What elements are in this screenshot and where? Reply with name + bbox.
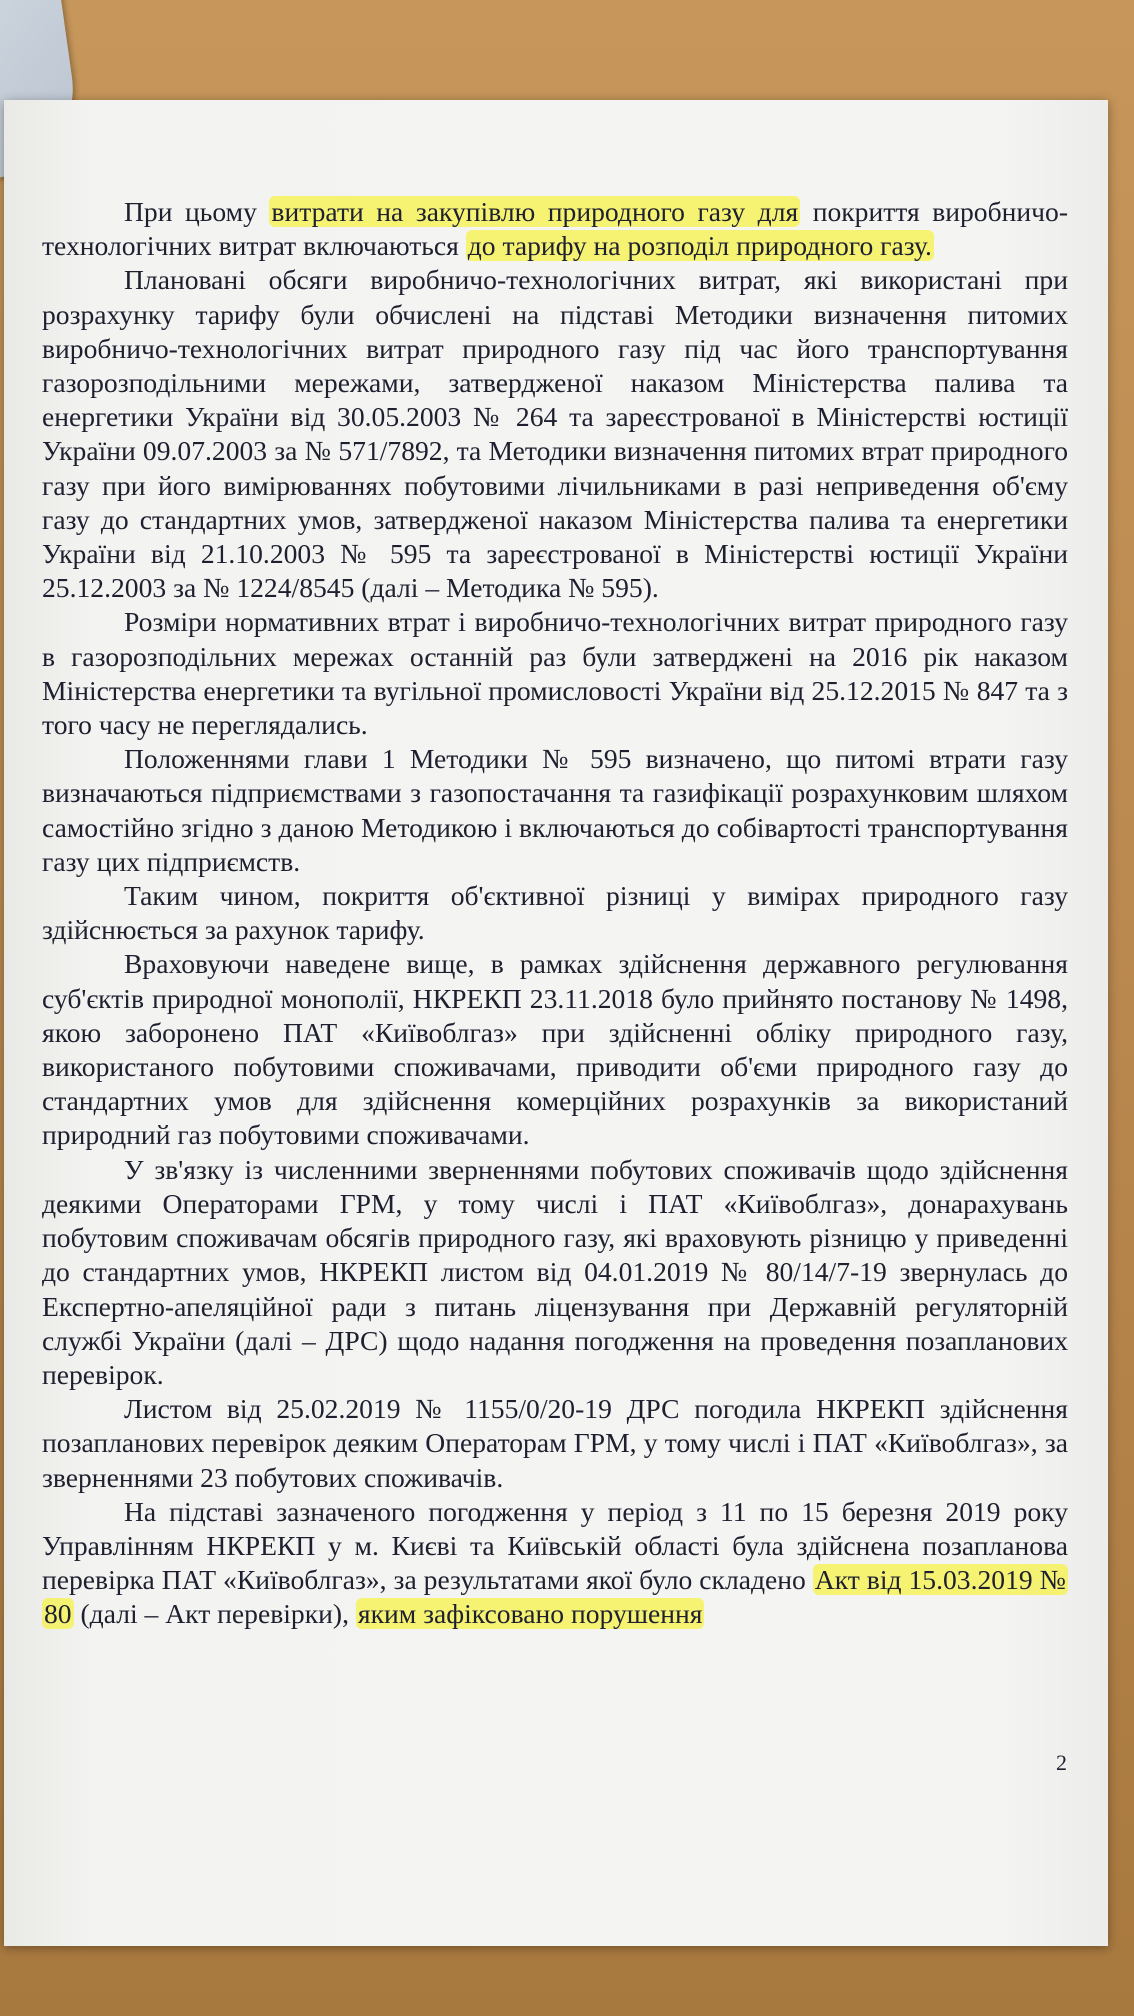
text-segment: Положеннями глави 1 Методики № 595 визначено, що питомі втрати газу визначаються підприємствами з газопостачання та газифікації розрахунковим шляхом самостійно згідно з даною Методикою і включаються до собівартості транспортування газу цих підприємств.	[42, 743, 1068, 877]
paragraph-2	[42, 263, 1068, 605]
text-segment: У зв'язку із численними зверненнями побутових споживачів щодо здійснення деякими Операторами ГРМ, у тому числі і ПАТ «Київоблгаз», донарахувань побутовим споживачам обсягів природного газу, які враховують різницю у приведенні до стандартних умов, НКРЕКП листом від 04.01.2019 № 80/14/7-19 звернулась до Експертно-апеляційної ради з питань ліцензування при Державній регуляторній службі України (далі – ДРС) щодо надання погодження на проведення позапланових перевірок.	[42, 1153, 1068, 1390]
text-segment: Плановані обсяги виробничо-технологічних витрат, які використані при розрахунку тарифу були обчислені на підставі Методики визначення питомих виробничо-технологічних витрат природного газу під час його транспортування газорозподільними мережами, затвердженої наказом Міністерства палива та енергетики України від 30.05.2003 № 264 та зареєстрованої в Міністерстві юстиції України 09.07.2003 за № 571/7892, та Методики визначення питомих втрат природного газу при його вимірюваннях побутовими лічильниками в разі неприведення об'єму газу до стандартних умов, затвердженої наказом Міністерства палива та енергетики України від 21.10.2003 № 595 та зареєстрованої в Міністерстві юстиції України 25.12.2003 за № 1224/8545 (далі – Методика № 595).	[42, 264, 1068, 604]
document-page	[4, 100, 1108, 1946]
text-segment: При цьому	[124, 196, 270, 227]
highlighted-text: до тарифу на розподіл природного газу.	[467, 230, 932, 262]
text-segment: Розміри нормативних втрат і виробничо-технологічних витрат природного газу в газорозподільних мережах останній раз були затверджені на 2016 рік наказом Міністерства енергетики та вугільної промисловості України від 25.12.2015 № 847 та з того часу не переглядались.	[42, 606, 1068, 741]
paragraph-3	[42, 605, 1068, 742]
paragraph-1	[42, 195, 1068, 263]
document-body	[42, 195, 1068, 1632]
paragraph-6	[42, 947, 1068, 1152]
paragraph-5	[42, 879, 1068, 947]
highlighted-text: яким зафіксовано порушення	[357, 1598, 703, 1630]
paragraph-4	[42, 742, 1068, 879]
highlighted-text: Акт від 15.03.2019 № 80	[44, 1564, 1066, 1630]
text-segment: (далі – Акт перевірки),	[73, 1598, 356, 1630]
text-segment: Враховуючи наведене вище, в рамках здійснення державного регулювання суб'єктів природної монополії, НКРЕКП 23.11.2018 було прийнято постанову № 1498, якою заборонено ПАТ «Київоблгаз» при здійсненні обліку природного газу, використаного побутовими споживачами, приводити об'єми природного газу до стандартних умов для здійснення комерційних розрахунків за використаний природний газ побутовими споживачами.	[42, 948, 1068, 1151]
page-number: 2	[1056, 1750, 1067, 1775]
text-segment: покриття виробничо-технологічних витрат включаються	[42, 196, 1069, 262]
text-segment: Листом від 25.02.2019 № 1155/0/20-19 ДРС погодила НКРЕКП здійснення позапланових перевірок деяким Операторам ГРМ, у тому числі і ПАТ «Київоблгаз», за зверненнями 23 побутових споживачів.	[42, 1393, 1068, 1493]
highlighted-text: витрати на закупівлю природного газу для	[271, 196, 799, 227]
paragraph-9	[42, 1495, 1068, 1632]
paragraph-7	[42, 1153, 1068, 1392]
text-segment: Таким чином, покриття об'єктивної різниці у вимірах природного газу здійснюється за рахунок тарифу.	[42, 880, 1068, 946]
text-segment: На підставі зазначеного погодження у період з 11 по 15 березня 2019 року Управлінням НКРЕКП у м. Києві та Київській області була здійснена позапланова перевірка ПАТ «Київоблгаз», за результатами якої було складено	[42, 1495, 1068, 1596]
paragraph-8	[42, 1392, 1068, 1495]
